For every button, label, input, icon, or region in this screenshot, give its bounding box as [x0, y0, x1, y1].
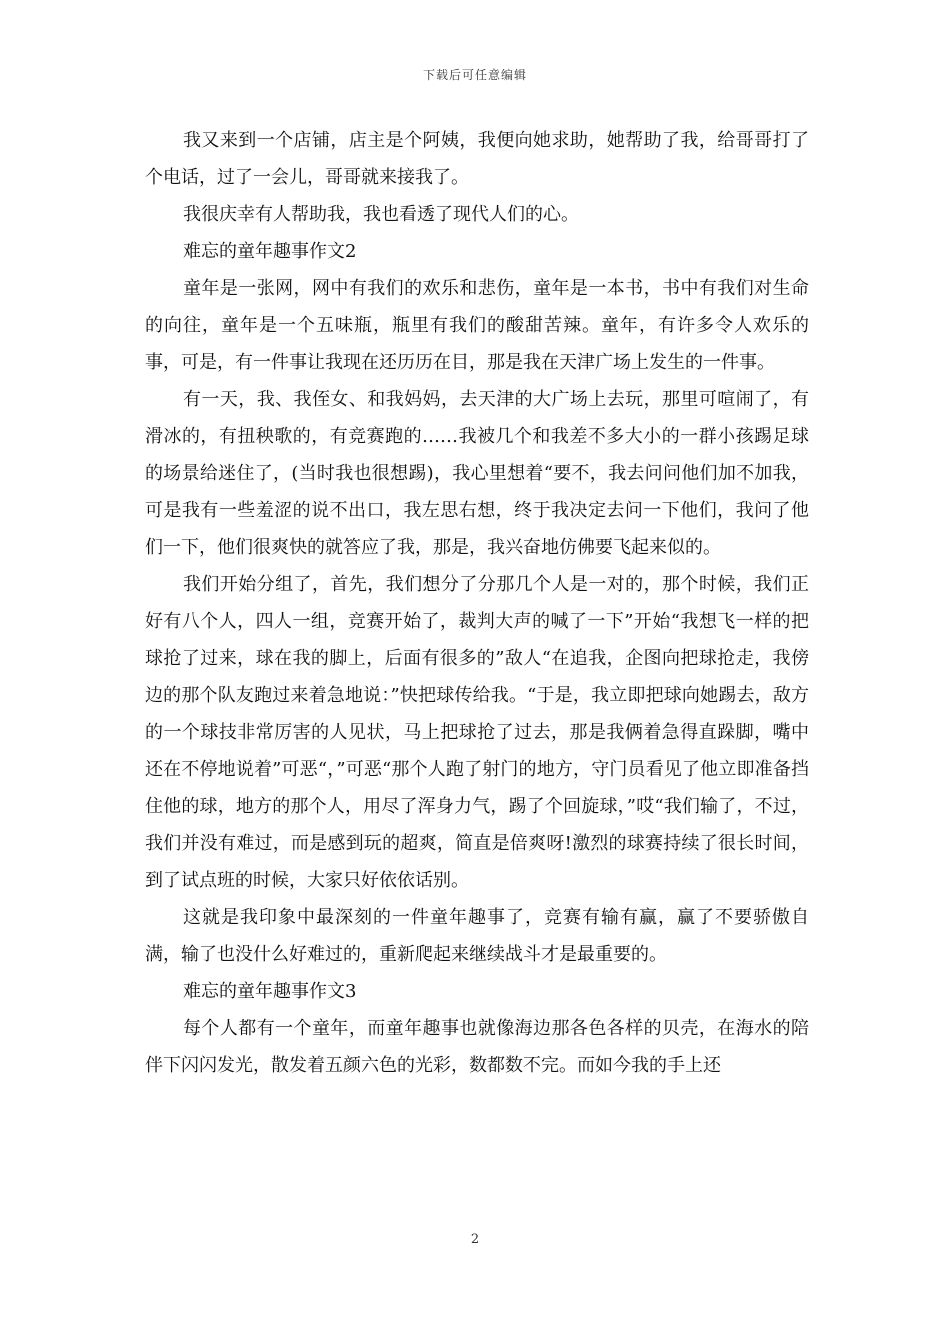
page-number: 2 — [470, 1232, 480, 1247]
paragraph-5: 我们开始分组了，首先，我们想分了分那几个人是一对的，那个时候，我们正好有八个人，四人一组，竞赛开始了，裁判大声的喊了一下”开始“我想飞一样的把球抢了过来，球在我的脚上，后面有很多的”敌人“在追我，企图向把球抢走，我傍边的那个队友跑过来着急地说：”快把球传给我。“于是，我立即把球向她踢去，敌方的一个球技非常厉害的人见状，马上把球抢了过去，那是我俩着急得直跺脚，嘴中还在不停地说着”可恶“，”可恶“那个人跑了射门的地方，守门员看见了他立即准备挡住他的球，地方的那个人，用尽了浑身力气，踢了个回旋球，”哎“我们输了，不过，我们并没有难过，而是感到玩的超爽，简直是倍爽呀!激烈的球赛持续了很长时间，到了试点班的时候，大家只好依依话别。 — [145, 574, 809, 891]
essay-heading-2: 难忘的童年趣事作文2 — [183, 241, 357, 262]
essay-heading-3: 难忘的童年趣事作文3 — [183, 981, 357, 1002]
page-header-note: 下载后可任意编辑 — [422, 68, 527, 82]
paragraph-1: 我又来到一个店铺，店主是个阿姨，我便向她求助，她帮助了我，给哥哥打了个电话，过了一会儿，哥哥就来接我了。 — [145, 130, 809, 188]
paragraph-6: 这就是我印象中最深刻的一件童年趣事了，竞赛有输有赢，赢了不要骄傲自满，输了也没什么好难过的，重新爬起来继续战斗才是最重要的。 — [145, 907, 809, 965]
paragraph-7: 每个人都有一个童年，而童年趣事也就像海边那各色各样的贝壳，在海水的陪伴下闪闪发光，散发着五颜六色的光彩，数都数不完。而如今我的手上还 — [145, 1018, 809, 1076]
paragraph-4: 有一天，我、我侄女、和我妈妈，去天津的大广场上去玩，那里可喧闹了，有滑冰的，有扭秧歌的，有竞赛跑的……我被几个和我差不多大小的一群小孩踢足球的场景给迷住了，(当时我也很想踢)，我心里想着“要不，我去问问他们加不加我，可是我有一些羞涩的说不出口，我左思右想，终于我决定去问一下他们，我问了他们一下，他们很爽快的就答应了我，那是，我兴奋地仿佛要飞起来似的。 — [145, 389, 809, 558]
paragraph-3: 童年是一张网，网中有我们的欢乐和悲伤，童年是一本书，书中有我们对生命的向往，童年是一个五味瓶，瓶里有我们的酸甜苦辣。童年，有许多令人欢乐的事，可是，有一件事让我现在还历历在目，那是我在天津广场上发生的一件事。 — [145, 278, 809, 373]
paragraph-2: 我很庆幸有人帮助我，我也看透了现代人们的心。 — [183, 204, 579, 225]
document-body — [145, 122, 809, 1084]
